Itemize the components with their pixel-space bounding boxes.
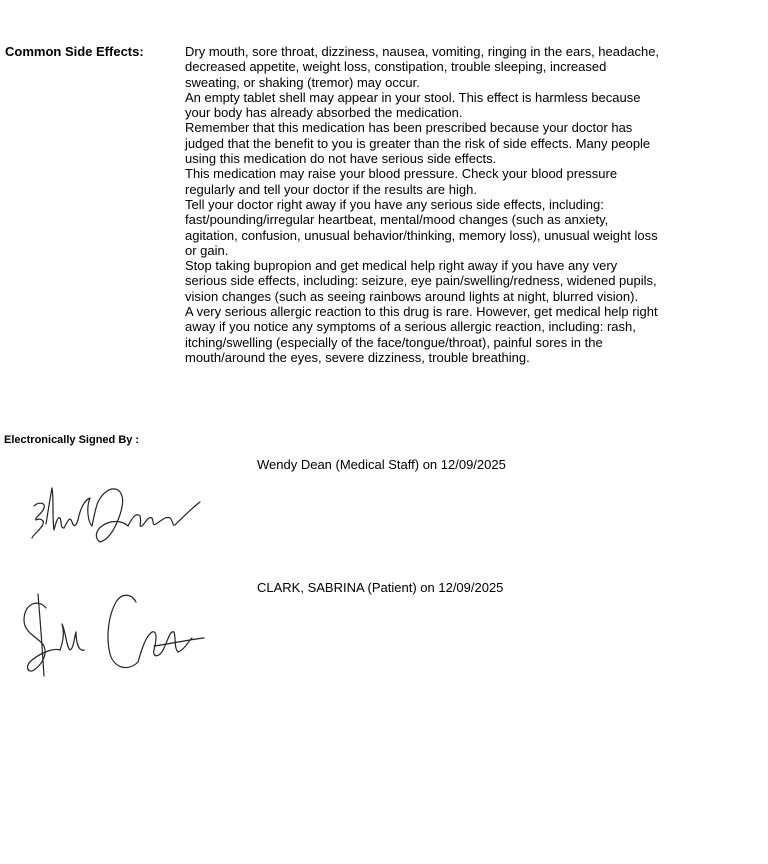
side-effects-paragraph: A very serious allergic reaction to this drug is rare. However, get medical help right away if you notice any symptoms of a serious allergic reaction, including: rash, itching/swelling (especially of the face/tongue/throat), painful sores in the mouth/around the eyes, severe dizziness, trouble breathing. [185, 304, 658, 365]
staff-signature-line: Wendy Dean (Medical Staff) on 12/09/2025 [257, 457, 506, 472]
side-effects-paragraph: Dry mouth, sore throat, dizziness, nausea, vomiting, ringing in the ears, headache, decreased appetite, weight loss, constipation, trouble sleeping, increased sweating, or shaking (tremor) may occur. [185, 44, 660, 90]
side-effects-paragraph: Stop taking bupropion and get medical help right away if you have any very serious side effects, including: seizure, eye pain/swelling/redness, widened pupils, vision changes (such as seeing rainbows around lights at night, blurred vision). [185, 258, 657, 304]
patient-signature-image [14, 588, 206, 680]
side-effects-label: Common Side Effects: [5, 44, 144, 59]
electronically-signed-label: Electronically Signed By : [4, 434, 140, 446]
side-effects-paragraph: Remember that this medication has been prescribed because your doctor has judged that the benefit to you is greater than the risk of side effects. Many people using this medication do not have serious side effects. [185, 120, 651, 167]
side-effects-paragraph: An empty tablet shell may appear in your stool. This effect is harmless because your body has already absorbed the medication. [185, 89, 641, 121]
side-effects-paragraph: This medication may raise your blood pressure. Check your blood pressure regularly and tell your doctor if the results are high. [185, 166, 618, 197]
side-effects-body [185, 44, 660, 365]
patient-signature-line: CLARK, SABRINA (Patient) on 12/09/2025 [257, 580, 504, 595]
side-effects-paragraph: Tell your doctor right away if you have any serious side effects, including: fast/pounding/irregular heartbeat, mental/mood changes (such as anxiety, agitation, confusion, unusual behavior/thinking, memory loss), unusual weight loss or gain. [185, 196, 658, 258]
staff-signature-image [24, 476, 204, 552]
